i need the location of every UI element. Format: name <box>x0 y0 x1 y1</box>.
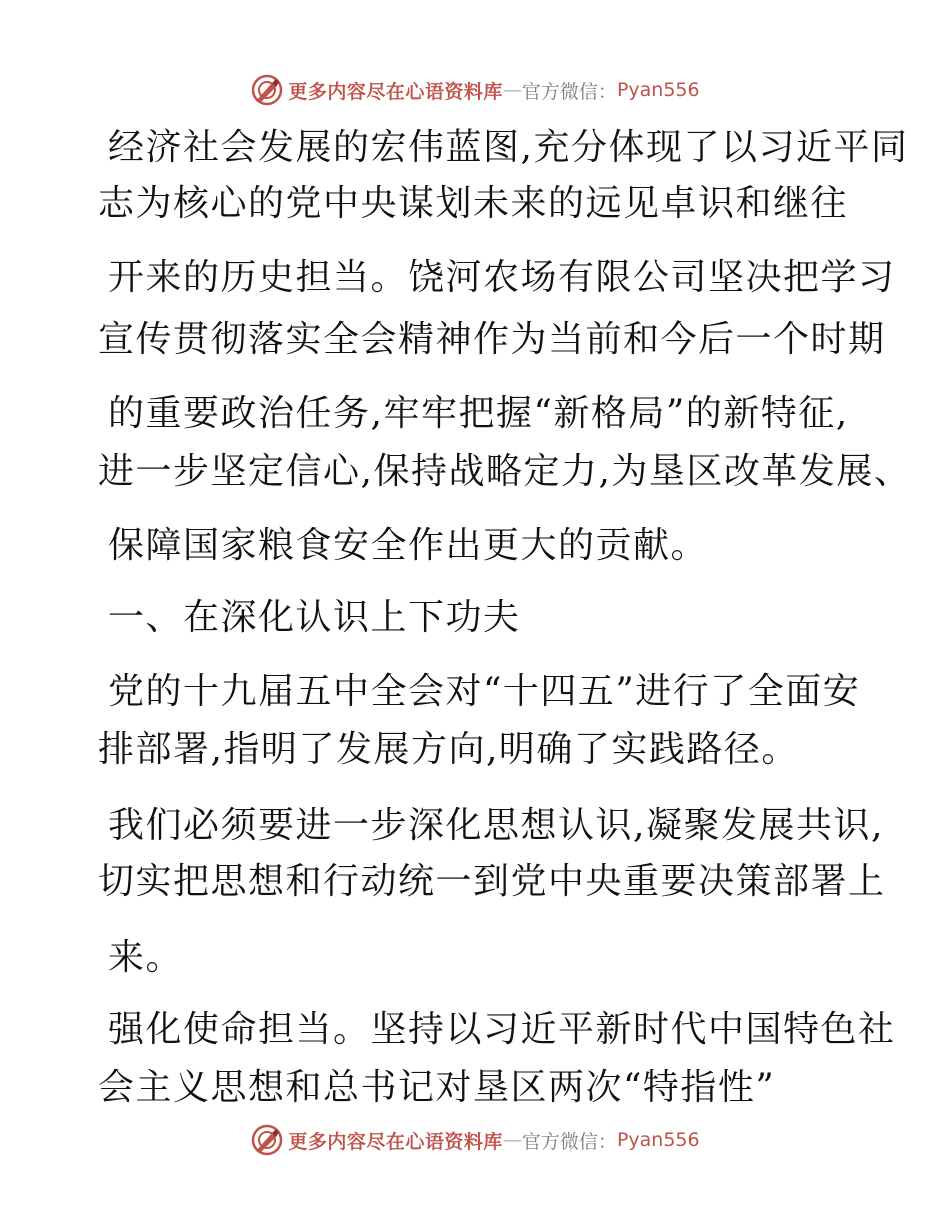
watermark-wechat-id: Pyan556 <box>616 1129 700 1151</box>
body-line: 强化使命担当。坚持以习近平新时代中国特色社 <box>108 1009 896 1050</box>
body-line: 进一步坚定信心,保持战略定力,为垦区改革发展、 <box>98 451 912 492</box>
body-line: 志为核心的党中央谋划未来的远见卓识和继往 <box>98 183 849 224</box>
body-line: 来。 <box>108 937 184 978</box>
watermark-brand: 更多内容尽在心语资料库 <box>288 1130 503 1153</box>
body-line: 开来的历史担当。饶河农场有限公司坚决把学习 <box>108 257 896 298</box>
body-line: 经济社会发展的宏伟蓝图,充分体现了以习近平同 <box>108 127 909 168</box>
body-line: 的重要政治任务,牢牢把握“新格局”的新特征, <box>108 393 849 434</box>
watermark-official: 官方微信： <box>521 1130 617 1153</box>
body-line: 切实把思想和行动统一到党中央重要决策部署上 <box>98 861 886 902</box>
body-line: 我们必须要进一步深化思想认识,凝聚发展共识, <box>108 805 884 846</box>
section-heading: 一、在深化认识上下功夫 <box>108 597 521 638</box>
header-watermark <box>0 70 950 110</box>
watermark-separator: — <box>502 1129 522 1151</box>
watermark-separator: — <box>502 79 522 101</box>
brand-logo-icon <box>250 73 284 107</box>
brand-logo-icon <box>250 1123 284 1157</box>
body-line: 会主义思想和总书记对垦区两次“特指性” <box>98 1067 776 1108</box>
watermark-official: 官方微信： <box>521 80 617 103</box>
body-line: 党的十九届五中全会对“十四五”进行了全面安 <box>108 671 861 712</box>
body-line: 保障国家粮食安全作出更大的贡献。 <box>108 525 709 566</box>
body-line: 排部署,指明了发展方向,明确了实践路径。 <box>98 729 799 770</box>
watermark-brand: 更多内容尽在心语资料库 <box>288 80 503 103</box>
footer-watermark <box>0 1120 950 1160</box>
watermark-wechat-id: Pyan556 <box>616 79 700 101</box>
body-line: 宣传贯彻落实全会精神作为当前和今后一个时期 <box>98 319 886 360</box>
